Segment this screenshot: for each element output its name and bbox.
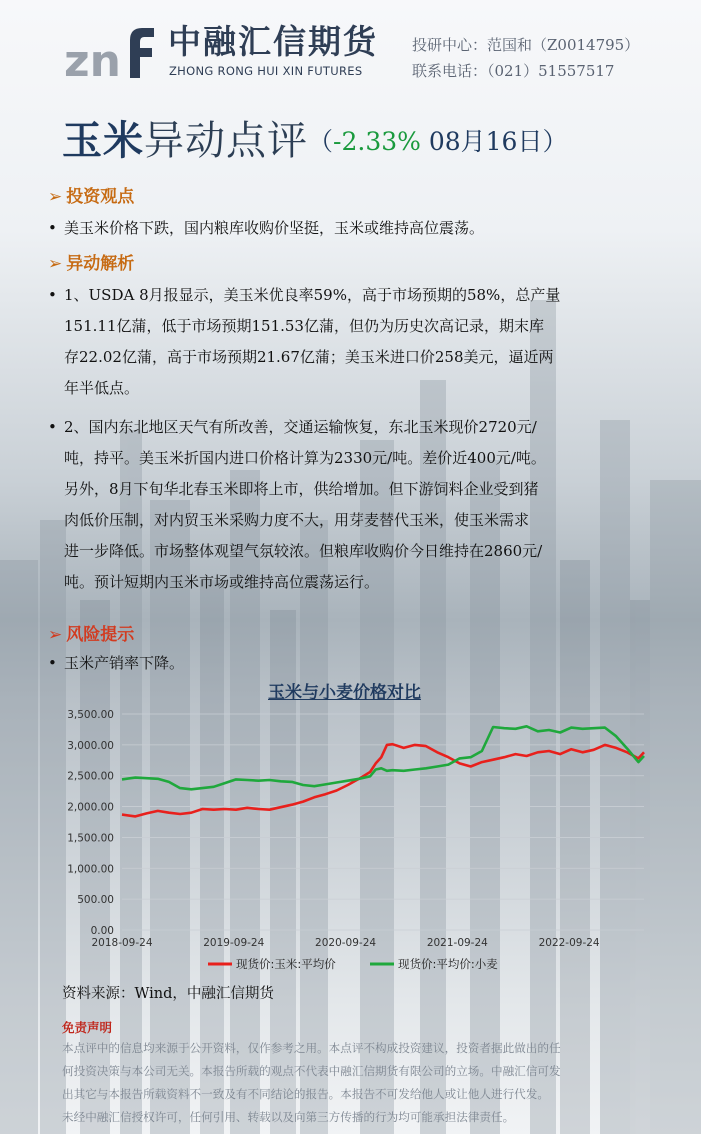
price-comparison-chart — [40, 700, 660, 980]
paragraph-line: 另外，8月下旬华北春玉米即将上市，供给增加。但下游饲料企业受到猪 — [64, 480, 539, 498]
paragraph-line: 肉低价压制，对内贸玉米采购力度不大，用芽麦替代玉米，使玉米需求 — [64, 511, 530, 529]
section-heading: 投资观点 — [66, 187, 135, 207]
researcher-contact: 投研中心：范国和（Z0014795） — [412, 36, 640, 54]
paragraph-line: 1、USDA 8月报显示，美玉米优良率59%，高于市场预期的58%，总产量 — [64, 286, 561, 304]
arrow-icon: ➢ — [48, 187, 63, 207]
x-tick-label: 2021-09-24 — [426, 937, 488, 949]
section-investment-view — [48, 182, 134, 207]
company-name-en: ZHONG RONG HUI XIN FUTURES — [169, 64, 363, 78]
analysis-paragraph-2 — [48, 412, 660, 598]
arrow-icon: ➢ — [48, 625, 63, 645]
disclaimer-line: 未经中融汇信授权许可，任何引用、转载以及向第三方传播的行为均可能承担法律责任。 — [62, 1110, 515, 1124]
title-open-paren: （ — [308, 127, 334, 156]
title-topic: 异动点评 — [144, 118, 308, 164]
series-line-corn — [122, 744, 644, 816]
x-tick-label: 2022-09-24 — [538, 937, 600, 949]
disclaimer-line: 本点评中的信息均来源于公开资料，仅作参考之用。本点评不构成投资建议，投资者据此做出的任 — [62, 1041, 561, 1055]
section-heading: 异动解析 — [66, 254, 135, 274]
svg-text:zn: zn — [64, 36, 121, 82]
bullet-icon: • — [48, 219, 57, 237]
paragraph-line: 吨，持平。美玉米折国内进口价格计算为2330元/吨。差价近400元/吨。 — [64, 449, 546, 467]
x-tick-label: 2020-09-24 — [315, 937, 377, 949]
bullet-icon: • — [48, 286, 57, 304]
chart-title: 玉米与小麦价格对比 — [268, 683, 421, 703]
paragraph-line: 2、国内东北地区天气有所改善，交通运输恢复，东北玉米现价2720元/ — [64, 418, 537, 436]
section-heading: 风险提示 — [66, 625, 135, 645]
y-tick-label: 1,500.00 — [67, 832, 114, 845]
risk-text: 玉米产销率下降。 — [64, 654, 185, 672]
y-tick-label: 3,000.00 — [67, 739, 114, 752]
series-line-wheat — [122, 726, 644, 789]
title-change-percent: -2.33% — [333, 127, 421, 156]
view-paragraph — [48, 213, 660, 244]
phone-contact: 联系电话：（021）51557517 — [412, 62, 615, 80]
disclaimer-title: 免责声明 — [62, 1020, 113, 1035]
y-tick-label: 0.00 — [90, 925, 114, 937]
data-source: 资料来源：Wind，中融汇信期货 — [62, 986, 274, 1002]
x-tick-label: 2018-09-24 — [91, 937, 153, 949]
risk-paragraph — [48, 648, 660, 679]
bullet-icon: • — [48, 654, 57, 672]
disclaimer-line: 何投资决策与本公司无关。本报告所载的观点不代表中融汇信期货有限公司的立场。中融汇信可发 — [62, 1064, 561, 1078]
report-title — [62, 116, 567, 174]
view-text: 美玉米价格下跌，国内粮库收购价坚挺，玉米或维持高位震荡。 — [64, 219, 485, 237]
title-date: 08月16日） — [420, 127, 568, 156]
x-tick-label: 2019-09-24 — [203, 937, 265, 949]
legend-label: 现货价:平均价:小麦 — [398, 957, 498, 971]
section-risk — [48, 620, 134, 645]
y-tick-label: 2,500.00 — [67, 770, 114, 783]
disclaimer-body — [62, 1037, 662, 1129]
y-tick-label: 2,000.00 — [67, 801, 114, 814]
y-tick-label: 500.00 — [77, 894, 114, 907]
paragraph-line: 吨。预计短期内玉米市场或维持高位震荡运行。 — [64, 573, 380, 591]
legend-label: 现货价:玉米:平均价 — [236, 957, 336, 971]
title-commodity: 玉米 — [62, 118, 144, 164]
paragraph-line: 存22.02亿蒲，高于市场预期21.67亿蒲；美玉米进口价258美元，逼近两 — [64, 348, 554, 366]
paragraph-line: 年半低点。 — [64, 379, 140, 397]
analysis-paragraph-1 — [48, 280, 660, 404]
company-logo-icon — [64, 20, 156, 82]
paragraph-line: 进一步降低。市场整体观望气氛较浓。但粮库收购价今日维持在2860元/ — [64, 542, 543, 560]
y-tick-label: 3,500.00 — [67, 709, 114, 721]
arrow-icon: ➢ — [48, 254, 63, 274]
bullet-icon: • — [48, 418, 57, 436]
section-analysis — [48, 249, 134, 274]
paragraph-line: 151.11亿蒲，低于市场预期151.53亿蒲，但仍为历史次高记录，期末库 — [64, 317, 544, 335]
company-name-cn: 中融汇信期货 — [168, 22, 378, 61]
disclaimer-line: 出其它与本报告所载资料不一致及有不同结论的报告。本报告不可发给他人或让他人进行代发。 — [62, 1087, 549, 1101]
y-tick-label: 1,000.00 — [67, 863, 114, 876]
